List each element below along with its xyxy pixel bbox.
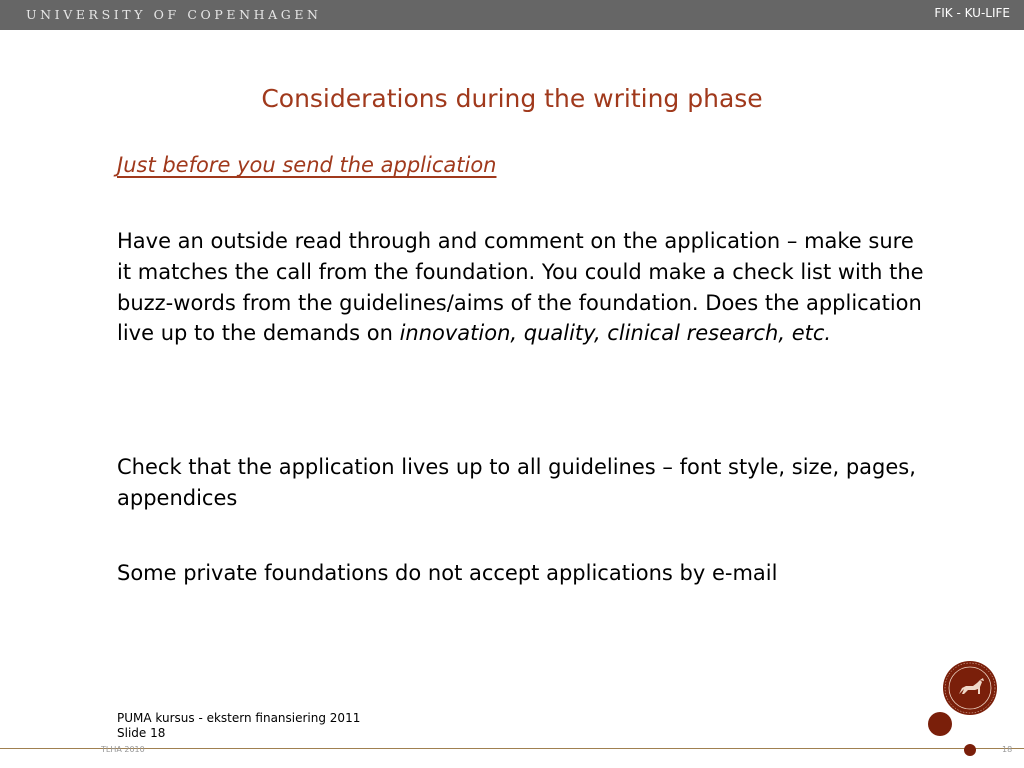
footer-course-info bbox=[117, 711, 360, 741]
decorative-dot-small bbox=[964, 744, 976, 756]
paragraph-guidelines: Check that the application lives up to all guidelines – font style, size, pages, appendices bbox=[117, 455, 916, 510]
slide-subtitle: Just before you send the application bbox=[117, 153, 497, 177]
paragraph-outside-read bbox=[117, 226, 927, 349]
paragraph-outside-read-text: Have an outside read through and comment on the application – make sure it matches the call from the foundation. You could make a check list with the buzz-words from the guidelines/aims of the foundation. Does the application live up to the demands on bbox=[117, 229, 924, 346]
department-label: FIK - KU-LIFE bbox=[934, 6, 1010, 20]
paragraph-outside-read-italic: innovation, quality, clinical research, etc. bbox=[399, 321, 832, 346]
footer-rule bbox=[0, 748, 1024, 749]
footer-slide-label: Slide 18 bbox=[117, 726, 166, 740]
university-seal-icon bbox=[942, 660, 998, 716]
slide-title: Considerations during the writing phase bbox=[261, 84, 763, 113]
university-name: UNIVERSITY OF COPENHAGEN bbox=[26, 7, 322, 22]
header-bar bbox=[0, 0, 1024, 30]
footer-course-name: PUMA kursus - ekstern finansiering 2011 bbox=[117, 711, 361, 725]
decorative-dot-large bbox=[928, 712, 952, 736]
footer-page-number: 18 bbox=[1002, 745, 1013, 754]
footer-author: TLHA 2010 bbox=[101, 745, 145, 754]
paragraph-email: Some private foundations do not accept applications by e-mail bbox=[117, 561, 778, 585]
